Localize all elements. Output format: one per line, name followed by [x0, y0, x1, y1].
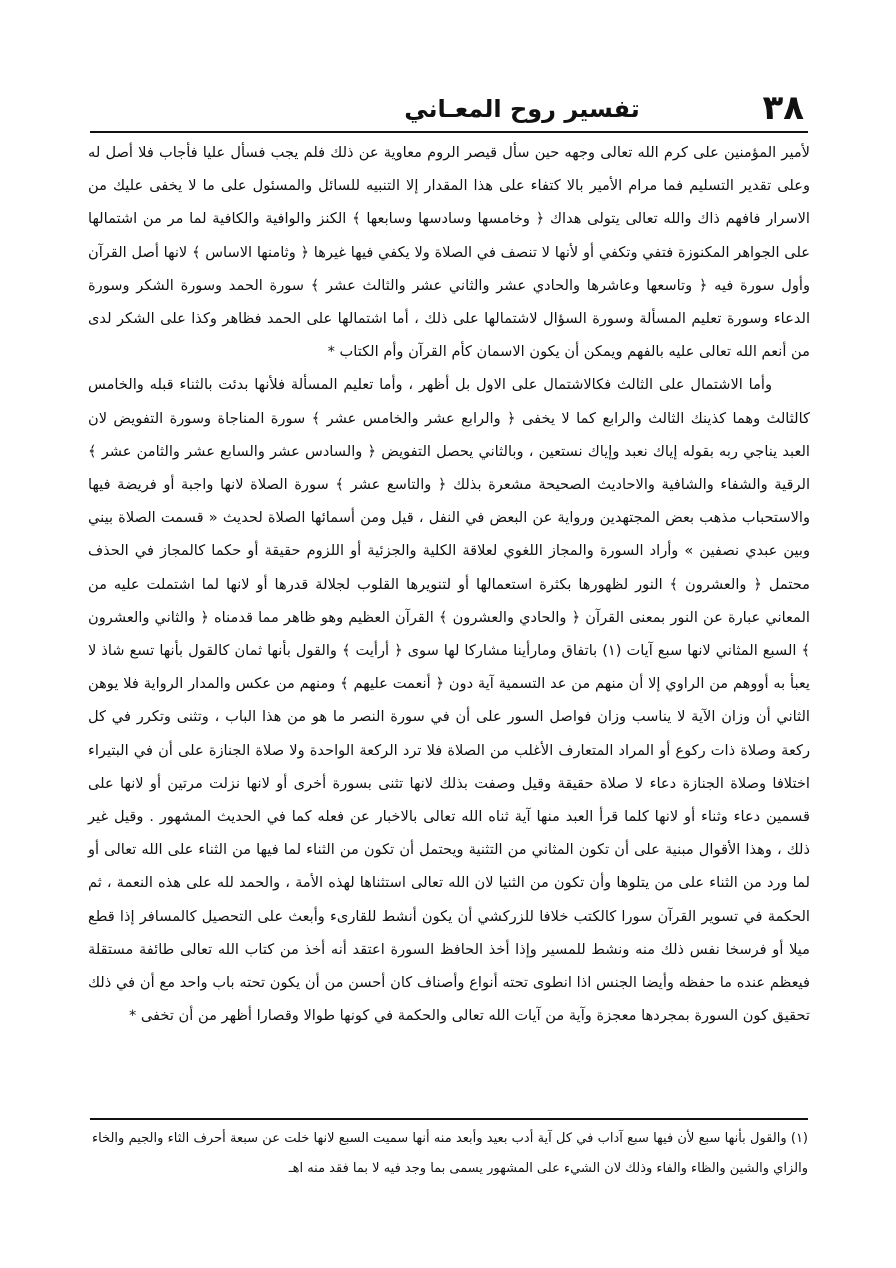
main-text [88, 136, 810, 1032]
page-number: ٣٨ [762, 88, 804, 128]
header-rule [90, 131, 808, 133]
page-header [92, 88, 804, 128]
body-paragraph: وأما الاشتمال على الثالث فكالاشتمال على الاول بل أظهر ، وأما تعليم المسألة فلأنها بدئت بالثناء قبله والخامس كالثالث وهما كذينك الثالث والرابع كما لا يخفى ﴿ والرابع عشر والخامس عشر ﴾ سورة المناجاة وسورة التفويض لان العبد يناجي ربه بقوله إياك نعبد وإياك نستعين ، وبالثاني يحصل التفويض ﴿ والسادس عشر والسابع عشر والثامن عشر ﴾ الرقية والشفاء والشافية والاحاديث الصحيحة مشعرة بذلك ﴿ والتاسع عشر ﴾ سورة الصلاة لانها واجبة أو فريضة فيها والاستحباب مذهب بعض المجتهدين ورواية عن البعض في النفل ، قيل ومن أسمائها الصلاة لحديث « قسمت الصلاة بيني وبين عبدي نصفين » وأراد السورة والمجاز اللغوي لعلاقة الكلية والجزئية أو اللزوم حقيقة أو حكما كالمجاز في الحذف محتمل ﴿ والعشرون ﴾ النور لظهورها بكثرة استعمالها أو لتنويرها القلوب لجلالة قدرها أو لانها لما اشتملت عليه من المعاني عبارة عن النور بمعنى القرآن ﴿ والحادي والعشرون ﴾ القرآن العظيم وهو ظاهر مما قدمناه ﴿ والثاني والعشرون ﴾ السبع المثاني لانها سبع آيات (١) باتفاق ومارأينا مشاركا لها سوى ﴿ أرأيت ﴾ والقول بأنها ثمان كالقول بأنها تسع شاذ لا يعبأ به أووهم من الراوي إلا أن منهم من عد التسمية آية دون ﴿ أنعمت عليهم ﴾ ومنهم من عكس والمدار الرواية فلا يوهن الثاني أن وزان الآية لا يناسب وزان فواصل السور على أن في سورة النصر ما هو من هذا الباب ، وتثنى وتكرر في كل ركعة وصلاة ذات ركوع أو المراد المتعارف الأغلب من الصلاة فلا ترد الركعة الواحدة ولا صلاة الجنازة على أن في البتيراء اختلافا وصلاة الجنازة دعاء لا صلاة حقيقة وقيل وصفت بذلك لانها تثنى بسورة أخرى أو لانها نزلت مرتين أو لانها على قسمين دعاء وثناء أو لانها كلما قرأ العبد منها آية ثناه الله تعالى بالاخبار عن فعله كما في الحديث المشهور . وقيل غير ذلك ، وهذا الأقوال مبنية على أن تكون المثاني من التثنية ويحتمل أن تكون من الثناء لما فيها من الثناء على الله تعالى أو لما ورد من الثناء على من يتلوها وأن تكون من الثنيا لان الله تعالى استثناها لهذه الأمة ، والحمد لله على هذه النعمة ، ثم الحكمة في تسوير القرآن سورا كالكتب خلافا للزركشي أن يكون أنشط للقارىء وأبعث على التحصيل كالمسافر إذا قطع ميلا أو فرسخا نفس ذلك منه ونشط للمسير وإذا أخذ الحافظ السورة اعتقد أنه أخذ من كتاب الله تعالى طائفة مستقلة فيعظم عنده ما حفظه وأيضا الجنس اذا انطوى تحته أنواع وأصناف كان أحسن من أن يكون تحته باب واحد مع أن في ذلك تحقيق كون السورة بمجردها معجزة وآية من آيات الله تعالى والحكمة في كونها طوالا وقصارا أظهر من أن تخفى * [88, 376, 810, 1025]
footnotes [92, 1124, 808, 1184]
footnote-rule [90, 1118, 808, 1120]
body-paragraph: لأمير المؤمنين على كرم الله تعالى وجهه حين سأل قيصر الروم معاوية عن ذلك فلم يجب فسأل عليا فأجاب فلا أصل له وعلى تقدير التسليم فما مرام الأمير بالا كتفاء على هذا المقدار إلا التنبيه للسائل والمسئول على ما لا يخفى عليك من الاسرار فافهم ذاك والله تعالى يتولى هداك ﴿ وخامسها وسادسها وسابعها ﴾ الكنز والوافية والكافية لما مر من اشتمالها على الجواهر المكنوزة فتفي وتكفي أو لأنها لا تنصف في الصلاة ولا يكفي فيها غيرها ﴿ وثامنها الاساس ﴾ لانها أصل القرآن وأول سورة فيه ﴿ وتاسعها وعاشرها والحادي عشر والثاني عشر والثالث عشر ﴾ سورة الحمد وسورة الشكر وسورة الدعاء وسورة تعليم المسألة وسورة السؤال لاشتمالها على ذلك ، أما اشتمالها على الحمد فظاهر وكذا على الشكر لدى من أنعم الله تعالى عليه بالفهم ويمكن أن يكون الاسمان كأم القرآن وأم الكتاب * [88, 144, 810, 361]
footnote: (١) والقول بأنها سبع لأن فيها سبع آداب في كل آية أدب بعيد وأبعد منه أنها سميت السبع لانها خلت عن سبعة أحرف الثاء والجيم والخاء والزاي والشين والظاء والفاء وذلك لان الشيء على المشهور يسمى بما وجد فيه لا بما فقد منه اهـ [92, 1131, 808, 1176]
running-title: تفسير روح المعـاني [404, 95, 640, 123]
